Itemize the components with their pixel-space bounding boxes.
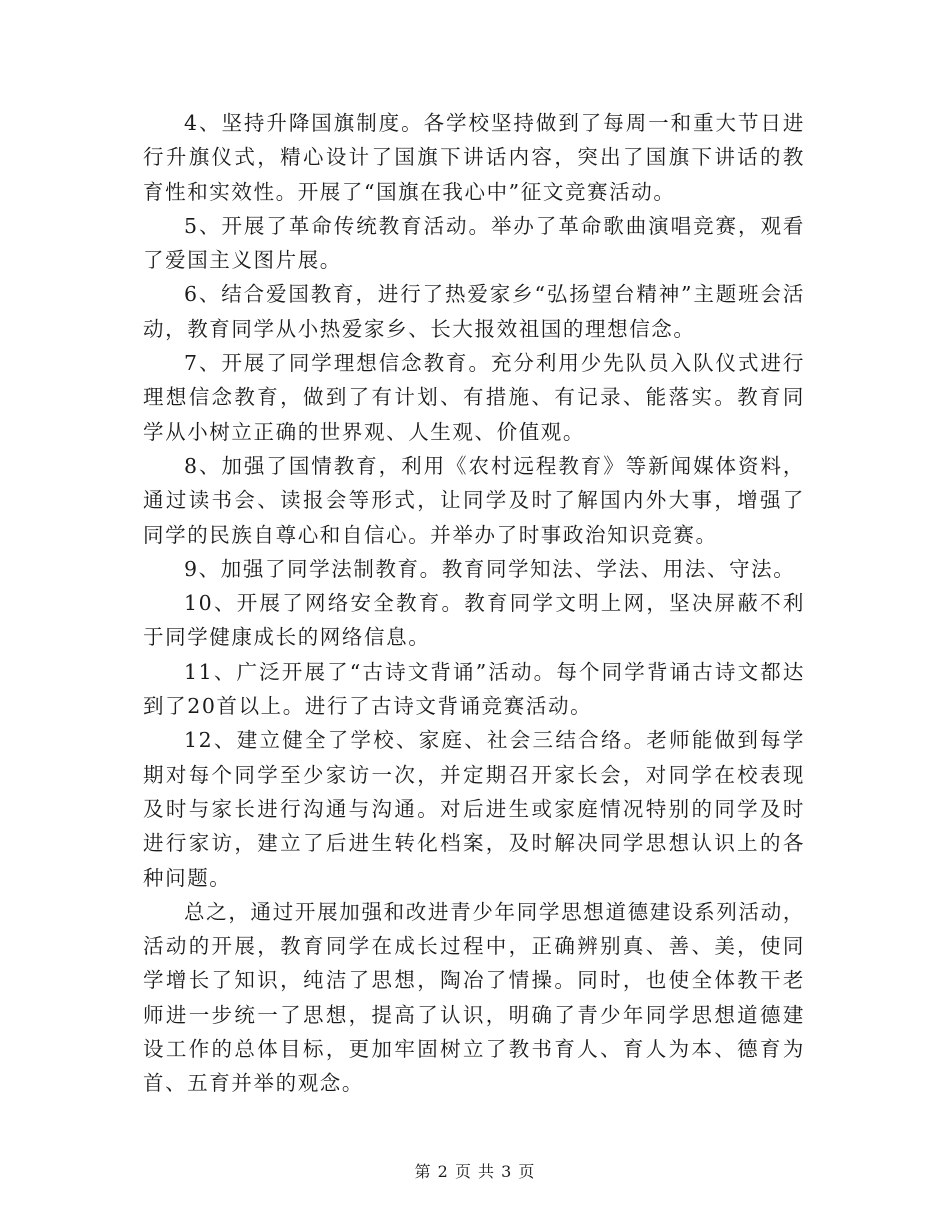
- paragraph-item-10: 10、开展了网络安全教育。教育同学文明上网，坚决屏蔽不利于同学健康成长的网络信息。: [143, 591, 805, 650]
- paragraph-item-11: 11、广泛开展了“古诗文背诵”活动。每个同学背诵古诗文都达到了20首以上。进行了古诗文背诵竞赛活动。: [143, 659, 805, 719]
- paragraph-item-5: 5、开展了革命传统教育活动。举办了革命歌曲演唱竞赛，观看了爱国主义图片展。: [143, 213, 805, 273]
- paragraph-item-4: 4、坚持升降国旗制度。各学校坚持做到了每周一和重大节日进行升旗仪式，精心设计了国旗下讲话内容，突出了国旗下讲话的教育性和实效性。开展了“国旗在我心中”征文竞赛活动。: [143, 111, 805, 204]
- document-body: [143, 106, 805, 1101]
- page-number-label: 第 2 页 共 3 页: [414, 1162, 536, 1181]
- paragraph-summary: 总之，通过开展加强和改进青少年同学思想道德建设系列活动，活动的开展，教育同学在成长过程中，正确辨别真、善、美，使同学增长了知识，纯洁了思想，陶冶了情操。同时，也使全体教干老师进一步统一了思想，提高了认识，明确了青少年同学思想道德建设工作的总体目标，更加牢固树立了教书育人、育人为本、德育为首、五育并举的观念。: [143, 899, 805, 1096]
- page-footer: [0, 1160, 950, 1184]
- paragraph-item-6: 6、结合爱国教育，进行了热爱家乡“弘扬望台精神”主题班会活动，教育同学从小热爱家乡、长大报效祖国的理想信念。: [143, 282, 805, 341]
- paragraph-item-12: 12、建立健全了学校、家庭、社会三结合络。老师能做到每学期对每个同学至少家访一次，并定期召开家长会，对同学在校表现及时与家长进行沟通与沟通。对后进生或家庭情况特别的同学及时进行家访，建立了后进生转化档案，及时解决同学思想认识上的各种问题。: [143, 728, 805, 890]
- paragraph-item-7: 7、开展了同学理想信念教育。充分利用少先队员入队仪式进行理想信念教育，做到了有计划、有措施、有记录、能落实。教育同学从小树立正确的世界观、人生观、价值观。: [143, 351, 805, 444]
- paragraph-item-8: 8、加强了国情教育，利用《农村远程教育》等新闻媒体资料，通过读书会、读报会等形式，让同学及时了解国内外大事，增强了同学的民族自尊心和自信心。并举办了时事政治知识竞赛。: [143, 453, 805, 547]
- paragraph-item-9: 9、加强了同学法制教育。教育同学知法、学法、用法、守法。: [184, 556, 796, 581]
